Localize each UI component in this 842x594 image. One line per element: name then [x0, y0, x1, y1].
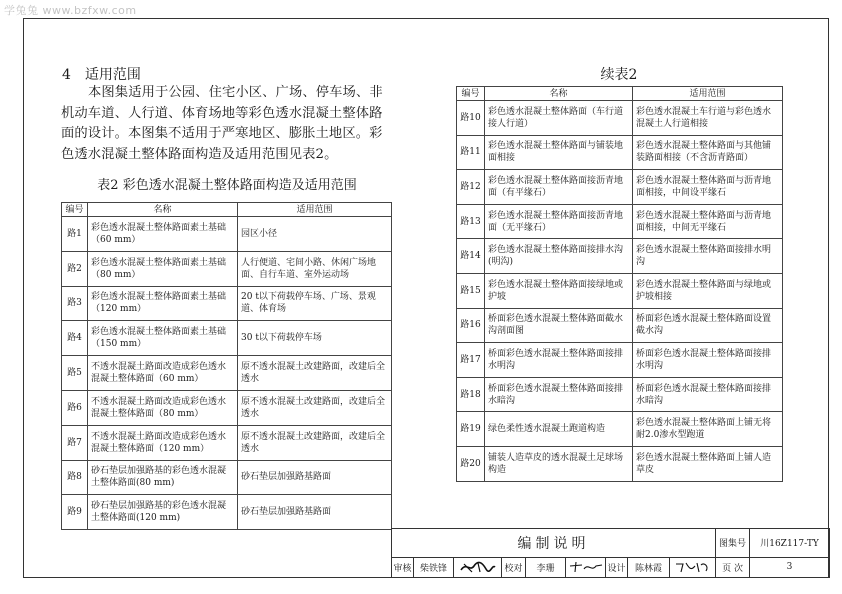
row-name: 彩色透水混凝土整体路面素土基础（60 mm）: [88, 217, 238, 252]
row-scope: 桥面彩色透水混凝土整体路面接排水暗沟: [633, 377, 783, 412]
table-row: [62, 217, 392, 252]
signature-mark: [458, 560, 498, 574]
table-header-row: [457, 87, 783, 101]
table-row: [457, 101, 783, 136]
row-code: 路17: [457, 343, 485, 378]
row-name: 绿色柔性透水混凝土跑道构造: [485, 412, 633, 447]
header-name: 名称: [485, 87, 633, 101]
table-row: [62, 390, 392, 425]
table-row: [457, 308, 783, 343]
table-caption: 表2 彩色透水混凝土整体路面构造及适用范围: [97, 178, 357, 193]
row-code: 路9: [62, 495, 88, 530]
section-heading: [62, 64, 141, 84]
checker-name: 李珊: [526, 557, 566, 577]
section-title: 适用范围: [84, 67, 141, 83]
table-row: [457, 170, 783, 205]
signature-mark: [568, 560, 604, 574]
designer-name: 陈林霞: [628, 557, 670, 577]
row-scope: 彩色透水混凝土整体路面与沥青地面相接，中间无平缘石: [633, 204, 783, 239]
row-scope: 砂石垫层加强路基路面: [238, 495, 392, 530]
table-row: [62, 356, 392, 391]
row-scope: 彩色透水混凝土整体路面上铺无将耐2.0渗水型跑道: [633, 412, 783, 447]
row-name: 砂石垫层加强路基的彩色透水混凝土整体路面(80 mm): [88, 460, 238, 495]
table-row: [457, 204, 783, 239]
row-scope: 原不透水混凝土改建路面，改建后全透水: [238, 356, 392, 391]
header-scope: 适用范围: [633, 87, 783, 101]
design-label: 设计: [606, 557, 628, 577]
row-scope: 桥面彩色透水混凝土整体路面接排水明沟: [633, 343, 783, 378]
checker-signature: [566, 557, 606, 577]
pavement-table: [61, 202, 392, 530]
row-name: 彩色透水混凝土整体路面接沥青地面（有平缘石）: [485, 170, 633, 205]
row-scope: 彩色透水混凝土车行道与彩色透水混凝土人行道相接: [633, 101, 783, 136]
row-name: 砂石垫层加强路基的彩色透水混凝土整体路面(120 mm): [88, 495, 238, 530]
row-code: 路13: [457, 204, 485, 239]
row-name: 彩色透水混凝土整体路面接绿地或护坡: [485, 273, 633, 308]
row-scope: 原不透水混凝土改建路面，改建后全透水: [238, 390, 392, 425]
row-name: 不透水混凝土路面改造成彩色透水混凝土整体路面（60 mm）: [88, 356, 238, 391]
row-name: 彩色透水混凝土整体路面素土基础（150 mm）: [88, 321, 238, 356]
row-code: 路12: [457, 170, 485, 205]
row-code: 路16: [457, 308, 485, 343]
row-code: 路5: [62, 356, 88, 391]
row-name: 彩色透水混凝土整体路面接沥青地面（无平缘石）: [485, 204, 633, 239]
review-label: 审核: [392, 557, 414, 577]
row-code: 路11: [457, 135, 485, 170]
row-code: 路18: [457, 377, 485, 412]
signature-mark: [673, 560, 713, 574]
atlas-number: 川16Z117-TY: [750, 529, 830, 558]
row-name: 彩色透水混凝土整体路面素土基础（120 mm）: [88, 286, 238, 321]
header-code: 编号: [457, 87, 485, 101]
row-code: 路7: [62, 425, 88, 460]
row-name: 不透水混凝土路面改造成彩色透水混凝土整体路面（80 mm）: [88, 390, 238, 425]
table-row: [62, 425, 392, 460]
row-name: 彩色透水混凝土整体路面（车行道接人行道）: [485, 101, 633, 136]
row-name: 不透水混凝土路面改造成彩色透水混凝土整体路面（120 mm）: [88, 425, 238, 460]
row-code: 路2: [62, 251, 88, 286]
watermark: 学兔兔 www.bzfxw.com: [4, 4, 137, 17]
header-code: 编号: [62, 203, 88, 217]
table-row: [62, 321, 392, 356]
continued-table-caption: 续表2: [600, 67, 638, 83]
table-row: [457, 273, 783, 308]
table-row: [457, 135, 783, 170]
table-header-row: [62, 203, 392, 217]
row-scope: 彩色透水混凝土整体路面与绿地或护坡相接: [633, 273, 783, 308]
row-code: 路1: [62, 217, 88, 252]
reviewer-name: 柴铁锋: [414, 557, 454, 577]
row-scope: 彩色透水混凝土整体路面与其他铺装路面相接（不含沥青路面）: [633, 135, 783, 170]
row-code: 路4: [62, 321, 88, 356]
row-name: 彩色透水混凝土整体路面素土基础（80 mm）: [88, 251, 238, 286]
reviewer-signature: [454, 557, 502, 577]
drawing-title: 编制说明: [392, 529, 716, 558]
row-code: 路19: [457, 412, 485, 447]
table-row: [457, 446, 783, 481]
table-row: [457, 343, 783, 378]
atlas-number-label: 图集号: [716, 529, 750, 558]
table-row: [62, 495, 392, 530]
pavement-table-continued: [456, 86, 783, 482]
row-scope: 原不透水混凝土改建路面，改建后全透水: [238, 425, 392, 460]
row-scope: 彩色透水混凝土整体路面与沥青地面相接，中间设平缘石: [633, 170, 783, 205]
designer-signature: [670, 557, 716, 577]
row-scope: 彩色透水混凝土整体路面上铺人造草皮: [633, 446, 783, 481]
header-scope: 适用范围: [238, 203, 392, 217]
row-code: 路6: [62, 390, 88, 425]
row-name: 桥面彩色透水混凝土整体路面接排水明沟: [485, 343, 633, 378]
table-row: [62, 251, 392, 286]
row-scope: 20 t以下荷载停车场、广场、景观道、体育场: [238, 286, 392, 321]
row-scope: 桥面彩色透水混凝土整体路面设置截水沟: [633, 308, 783, 343]
row-code: 路3: [62, 286, 88, 321]
table-row: [457, 412, 783, 447]
row-code: 路20: [457, 446, 485, 481]
row-name: 彩色透水混凝土整体路面与铺装地面相接: [485, 135, 633, 170]
row-scope: 园区小径: [238, 217, 392, 252]
table-row: [457, 239, 783, 274]
row-scope: 人行便道、宅间小路、休闲广场地面、自行车道、室外运动场: [238, 251, 392, 286]
row-code: 路10: [457, 101, 485, 136]
row-name: 桥面彩色透水混凝土整体路面截水沟剖面图: [485, 308, 633, 343]
title-block: [391, 528, 830, 578]
page-label: 页 次: [716, 557, 750, 577]
table-row: [457, 377, 783, 412]
row-code: 路15: [457, 273, 485, 308]
row-scope: 30 t以下荷载停车场: [238, 321, 392, 356]
row-code: 路14: [457, 239, 485, 274]
row-name: 彩色透水混凝土整体路面接排水沟(明沟): [485, 239, 633, 274]
row-name: 桥面彩色透水混凝土整体路面接排水暗沟: [485, 377, 633, 412]
page-number: 3: [750, 557, 830, 577]
row-scope: 砂石垫层加强路基路面: [238, 460, 392, 495]
table-row: [62, 286, 392, 321]
table-row: [62, 460, 392, 495]
check-label: 校对: [502, 557, 526, 577]
row-scope: 彩色透水混凝土整体路面接排水明沟: [633, 239, 783, 274]
section-paragraph: 本图集适用于公园、住宅小区、广场、停车场、非机动车道、人行道、体育场地等彩色透水混凝土整体路面的设计。本图集不适用于严寒地区、膨胀土地区。彩色透水混凝土整体路面构造及适用范围见表2。: [61, 85, 383, 162]
row-code: 路8: [62, 460, 88, 495]
header-name: 名称: [88, 203, 238, 217]
row-name: 铺装人造草皮的透水混凝土足球场构造: [485, 446, 633, 481]
section-number: 4: [62, 67, 71, 83]
